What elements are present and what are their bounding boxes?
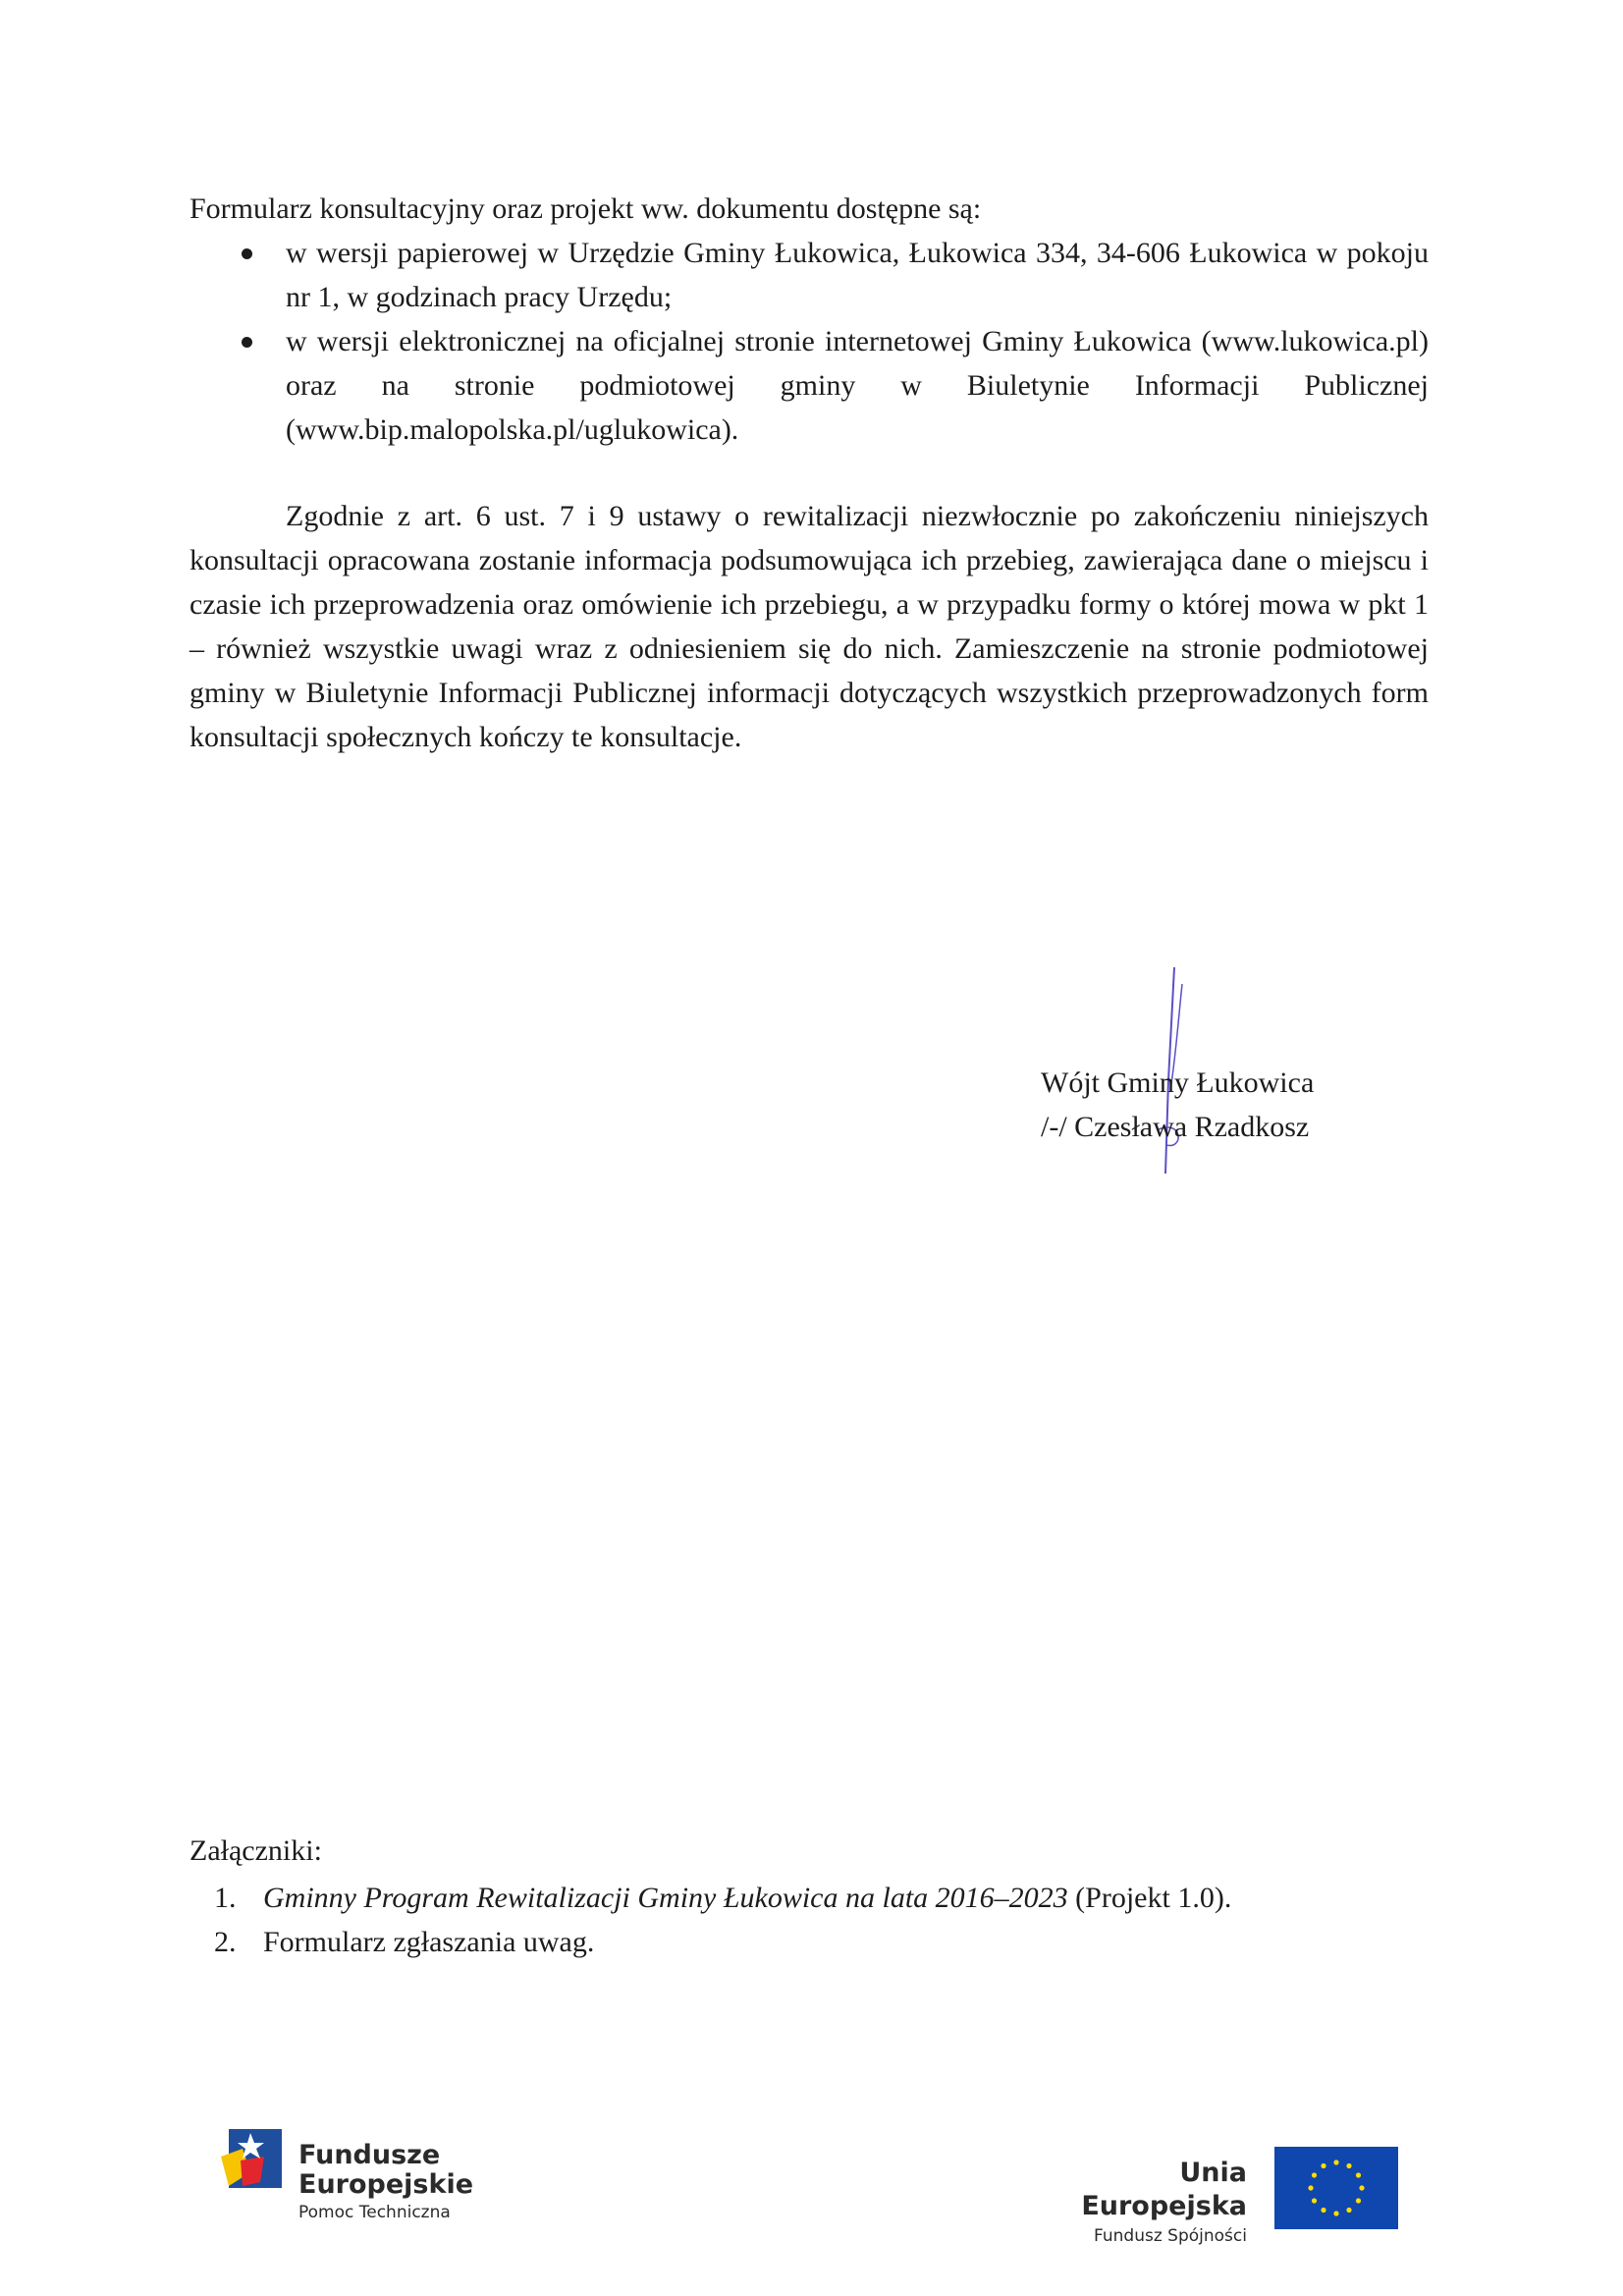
- eu-star-icon: [1321, 2163, 1325, 2168]
- fe-line-2: Europejskie: [298, 2169, 474, 2200]
- bullet-icon: [242, 337, 252, 348]
- list-number: 1.: [214, 1882, 237, 1914]
- ue-line-2: Fundusz Spójności: [1094, 2226, 1247, 2246]
- attachment-title-rest: (Projekt 1.0).: [1067, 1882, 1232, 1914]
- eu-star-icon: [1346, 2163, 1351, 2168]
- attachments-title: Załączniki:: [189, 1834, 322, 1867]
- eu-star-icon: [1346, 2208, 1351, 2213]
- attachments-list: [189, 1876, 1231, 1964]
- attachment-title-italic: Gminny Program Rewitalizacji Gminy Łukowica na lata 2016–2023: [263, 1882, 1068, 1914]
- eu-star-icon: [1312, 2198, 1317, 2203]
- fe-line-1: Fundusze: [298, 2140, 441, 2170]
- bullet-icon: [242, 248, 252, 259]
- list-item: [189, 1876, 1231, 1920]
- list-item-text: w wersji papierowej w Urzędzie Gminy Łukowica, Łukowica 334, 34-606 Łukowica w pokoju nr 1, w godzinach pracy Urzędu;: [286, 237, 1429, 313]
- eu-flag-icon: [1274, 2147, 1398, 2229]
- body-paragraph: Zgodnie z art. 6 ust. 7 i 9 ustawy o rewitalizacji niezwłocznie po zakończeniu niniejszych konsultacji opracowana zostanie informacja podsumowująca ich przebieg, zawierająca dane o miejscu i czasie ich przeprowadzenia oraz omówienie ich przebiegu, a w przypadku formy o której mowa w pkt 1 – również wszystkie uwagi wraz z odniesieniem się do nich. Zamieszczenie na stronie podmiotowej gminy w Biuletynie Informacji Publicznej informacji dotyczących wszystkich przeprowadzonych form konsultacji społecznych kończy te konsultacje.: [189, 500, 1429, 753]
- fe-logo-text: [298, 2141, 473, 2225]
- list-number: 2.: [214, 1926, 237, 1958]
- fe-line-3: Pomoc Techniczna: [298, 2203, 451, 2222]
- list-item-text: w wersji elektronicznej na oficjalnej stronie internetowej Gminy Łukowica (www.lukowica.pl) oraz na stronie podmiotowej gminy w Biuletynie Informacji Publicznej (www.bip.malopolska.pl/uglukowica).: [286, 325, 1429, 446]
- eu-star-icon: [1308, 2185, 1313, 2190]
- attachment-title-rest: Formularz zgłaszania uwag.: [263, 1926, 595, 1958]
- eu-star-icon: [1356, 2198, 1361, 2203]
- eu-star-icon: [1312, 2172, 1317, 2177]
- signatory-name: /-/ Czesława Rzadkosz: [1041, 1111, 1310, 1143]
- intro-text: Formularz konsultacyjny oraz projekt ww. dokumentu dostępne są:: [189, 192, 982, 225]
- signatory-title: Wójt Gminy Łukowica: [1041, 1066, 1315, 1099]
- list-item: [189, 231, 1429, 319]
- list-item: [189, 1920, 1231, 1964]
- eu-star-icon: [1333, 2211, 1338, 2215]
- availability-list: [189, 231, 1429, 452]
- list-item: [189, 319, 1429, 452]
- eu-star-icon: [1333, 2159, 1338, 2164]
- ue-line-1: Unia Europejska: [1081, 2158, 1247, 2221]
- eu-star-icon: [1321, 2208, 1325, 2213]
- ue-logo-text: [1033, 2157, 1247, 2249]
- eu-star-icon: [1356, 2172, 1361, 2177]
- fundusze-europejskie-logo-icon: [221, 2127, 282, 2196]
- signature-block: [1041, 1061, 1314, 1149]
- eu-star-icon: [1359, 2185, 1364, 2190]
